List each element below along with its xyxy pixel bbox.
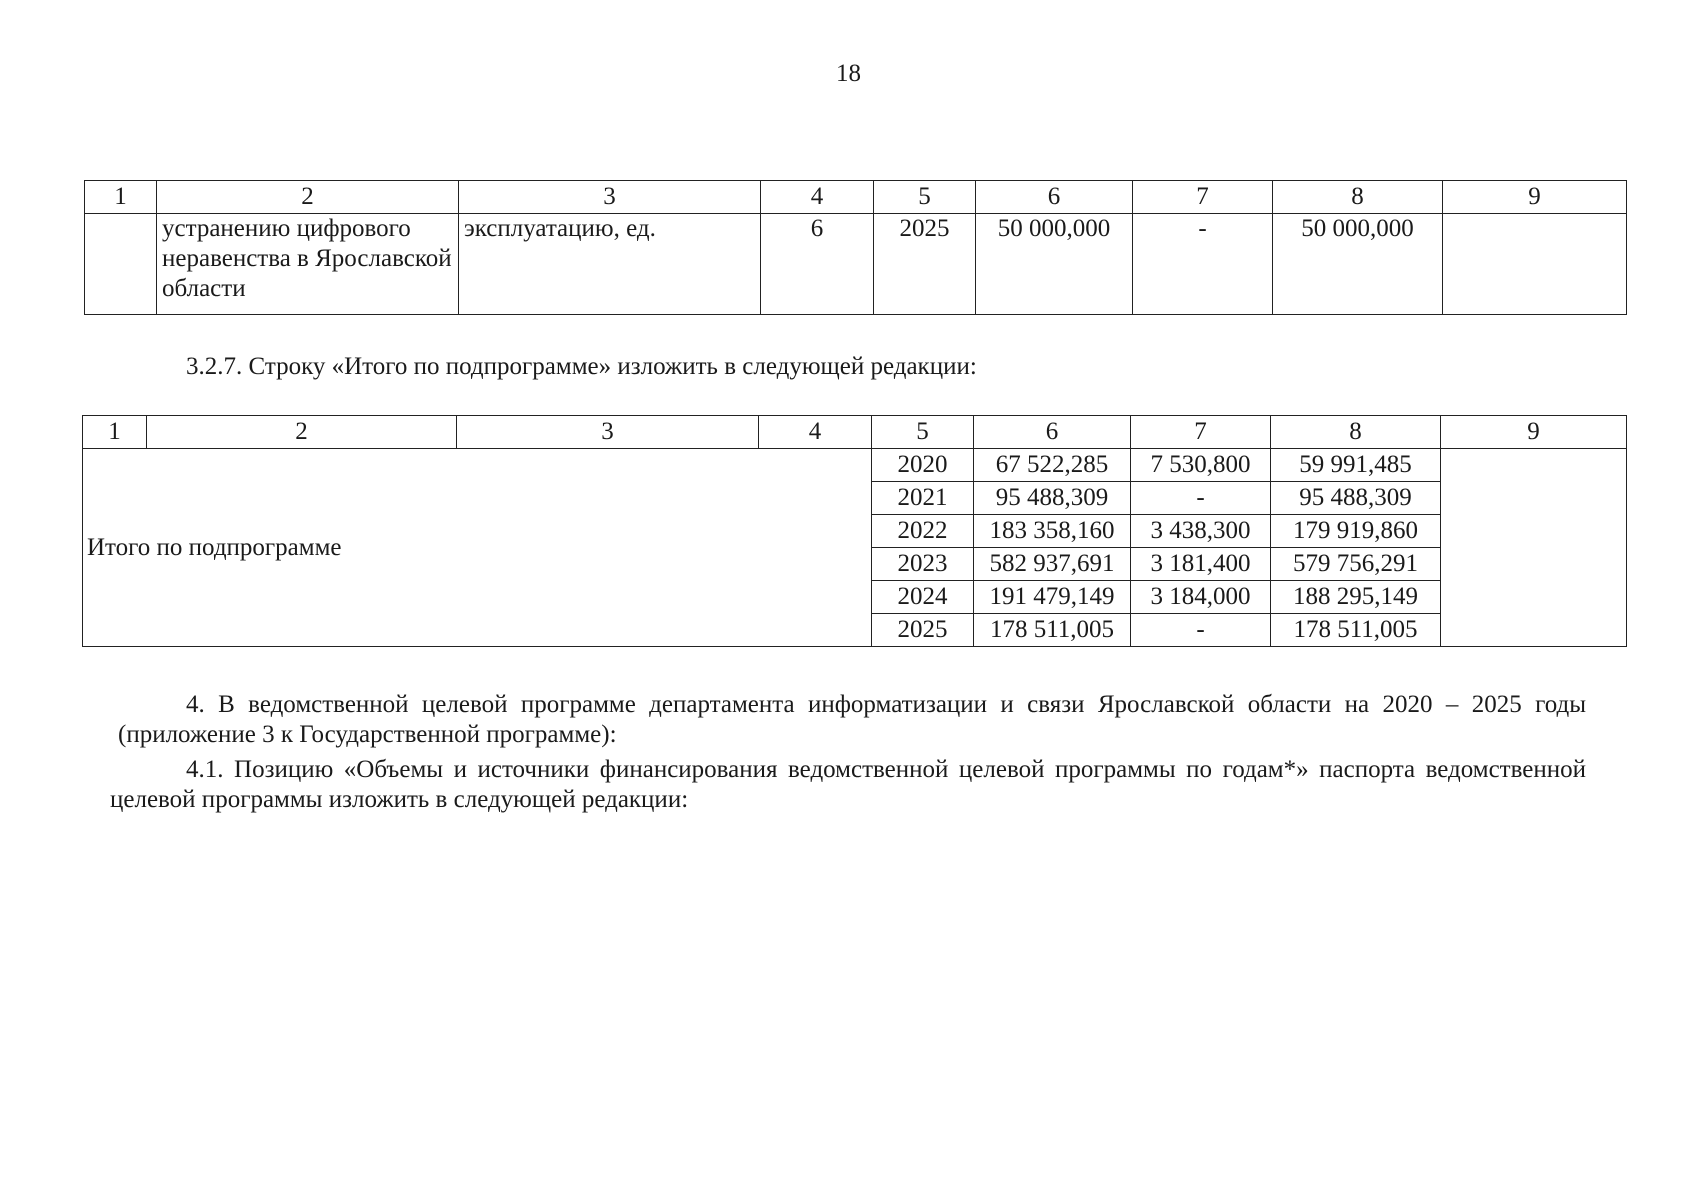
subprogram-total-table (82, 415, 1627, 647)
col6-cell: 183 358,160 (974, 515, 1131, 548)
table1-header-7: 7 (1133, 181, 1273, 214)
table1-header-9: 9 (1443, 181, 1627, 214)
table1-header-2: 2 (157, 181, 459, 214)
col9-cell (1441, 449, 1627, 647)
table-row (83, 449, 1627, 482)
table1-cell-5: 2025 (874, 214, 976, 315)
year-cell: 2024 (872, 581, 974, 614)
col7-cell: 3 438,300 (1131, 515, 1271, 548)
col7-cell: 7 530,800 (1131, 449, 1271, 482)
col7-cell: - (1131, 482, 1271, 515)
year-cell: 2023 (872, 548, 974, 581)
col8-cell: 179 919,860 (1271, 515, 1441, 548)
table1-cell-9 (1443, 214, 1627, 315)
table1-header-4: 4 (761, 181, 874, 214)
page-number: 18 (836, 60, 861, 87)
table1-cell-3: эксплуатацию, ед. (459, 214, 761, 315)
table2-header-5: 5 (872, 416, 974, 449)
table1-header-5: 5 (874, 181, 976, 214)
col8-cell: 579 756,291 (1271, 548, 1441, 581)
col7-cell: 3 181,400 (1131, 548, 1271, 581)
table2-header-row (83, 416, 1627, 449)
year-cell: 2025 (872, 614, 974, 647)
table1-cell-7: - (1133, 214, 1273, 315)
table1-header-3: 3 (459, 181, 761, 214)
col6-cell: 191 479,149 (974, 581, 1131, 614)
table2-header-9: 9 (1441, 416, 1627, 449)
table1-header-6: 6 (976, 181, 1133, 214)
col7-cell: - (1131, 614, 1271, 647)
col8-cell: 59 991,485 (1271, 449, 1441, 482)
col6-cell: 67 522,285 (974, 449, 1131, 482)
total-label: Итого по подпрограмме (83, 449, 872, 647)
col8-cell: 95 488,309 (1271, 482, 1441, 515)
table2-header-6: 6 (974, 416, 1131, 449)
paragraph-4-1: 4.1. Позицию «Объемы и источники финансирования ведомственной целевой программы по годам*» паспорта ведомственной целевой программы изложить в следующей редакции: (110, 756, 1586, 813)
table2-header-4: 4 (759, 416, 872, 449)
col6-cell: 178 511,005 (974, 614, 1131, 647)
col6-cell: 95 488,309 (974, 482, 1131, 515)
year-cell: 2021 (872, 482, 974, 515)
col8-cell: 178 511,005 (1271, 614, 1441, 647)
table1-cell-6: 50 000,000 (976, 214, 1133, 315)
table1-header-row (85, 181, 1627, 214)
table1-header-8: 8 (1273, 181, 1443, 214)
col8-cell: 188 295,149 (1271, 581, 1441, 614)
table2-header-8: 8 (1271, 416, 1441, 449)
year-cell: 2022 (872, 515, 974, 548)
table1-cell-8: 50 000,000 (1273, 214, 1443, 315)
paragraph-3-2-7: 3.2.7. Строку «Итого по подпрограмме» изложить в следующей редакции: (186, 353, 977, 380)
table1-cell-4: 6 (761, 214, 874, 315)
table2-header-1: 1 (83, 416, 147, 449)
table1-header-1: 1 (85, 181, 157, 214)
table2-header-3: 3 (457, 416, 759, 449)
table2-header-7: 7 (1131, 416, 1271, 449)
table1-cell-2: устранению цифрового неравенства в Ярославской области (157, 214, 459, 315)
col7-cell: 3 184,000 (1131, 581, 1271, 614)
table1-cell-1 (85, 214, 157, 315)
paragraph-4: 4. В ведомственной целевой программе департамента информатизации и связи Ярославской области на 2020 – 2025 годы (приложение 3 к Государственной программе): (118, 691, 1586, 748)
year-cell: 2020 (872, 449, 974, 482)
table-row-continuation (84, 180, 1627, 315)
table2-header-2: 2 (147, 416, 457, 449)
table-row (85, 214, 1627, 315)
col6-cell: 582 937,691 (974, 548, 1131, 581)
